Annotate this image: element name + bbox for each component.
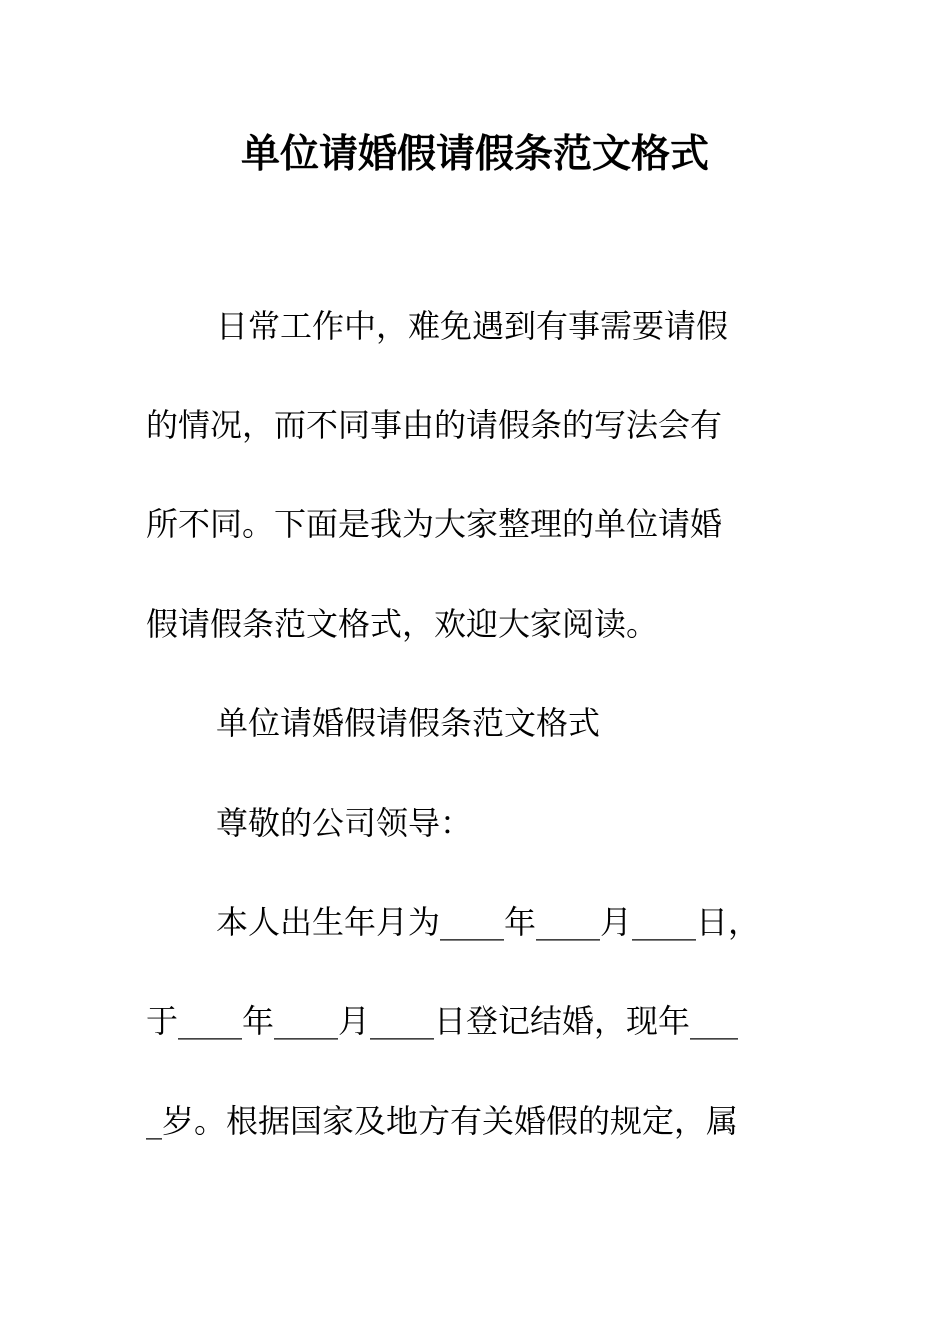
body-line-9: _岁。根据国家及地方有关婚假的规定，属 [146, 1102, 739, 1140]
body-line-3: 所不同。下面是我为大家整理的单位请婚 [146, 505, 723, 543]
body-line-4: 假请假条范文格式，欢迎大家阅读。 [146, 605, 659, 643]
body-line-8: 于____年____月____日登记结婚，现年___ [146, 1002, 739, 1040]
document-title: 单位请婚假请假条范文格式 [240, 131, 709, 177]
body-line-7: 本人出生年月为____年____月____日， [216, 903, 761, 941]
body-line-1: 日常工作中，难免遇到有事需要请假 [216, 307, 729, 345]
body-line-2: 的情况，而不同事由的请假条的写法会有 [146, 406, 723, 444]
salutation: 尊敬的公司领导： [216, 804, 473, 842]
section-heading: 单位请婚假请假条范文格式 [216, 704, 601, 742]
